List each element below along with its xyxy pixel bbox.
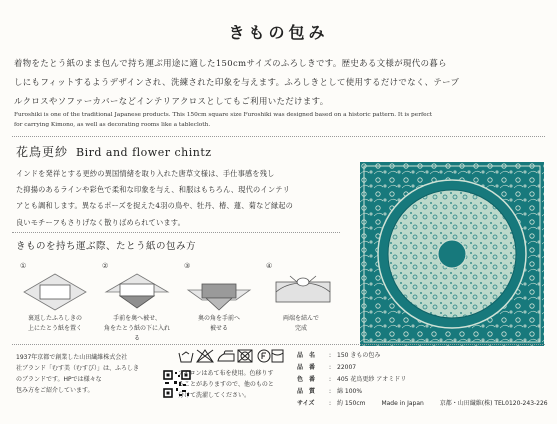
step-caption-line: 奥の角を手前へ (197, 315, 240, 322)
no-bleach-icon (197, 350, 213, 362)
wrap-step-4 (266, 262, 346, 340)
spec-key: 品 番 (297, 364, 316, 371)
care-instructions (178, 368, 290, 401)
furoshiki-pattern-image (360, 162, 544, 346)
no-tumble-dry-icon (238, 350, 252, 362)
spec-value: 150 きもの包み (337, 352, 381, 359)
step-3-illustration (184, 270, 254, 314)
step-number: ③ (184, 262, 191, 270)
care-line: 分けて洗濯してください。 (178, 392, 251, 399)
spec-value: 約 150cm (337, 400, 366, 407)
pattern-description (16, 166, 338, 231)
spec-row: 品 質 : 綿 100% (297, 386, 552, 398)
spec-row: 品 番 : 22007 (297, 362, 552, 374)
iron-icon (218, 351, 234, 361)
step-caption (266, 314, 336, 334)
page-title: きもの包み (228, 23, 329, 42)
step-2-illustration (102, 270, 172, 314)
spec-value: 22007 (337, 364, 357, 371)
dry-clean-icon (258, 350, 270, 362)
pattern-desc-line: た抑揚のあるラインや彩色で柔和な印象を与え、和服はもちろん、現代のインテリ (16, 185, 290, 195)
brand-line: 1937年京都で創業した山田繊維株式会社 (16, 354, 128, 361)
wrap-step-3 (184, 262, 264, 340)
spec-value: 405 花鳥更紗 アオミドリ (337, 376, 407, 383)
step-caption-line: 角をたとう紙の下に入れる (103, 325, 170, 342)
intro-jp-line: 着物をたとう紙のまま包んで持ち運ぶ用途に適した150cmサイズのふろしきです。歴史ある文様が現代の暮ら (14, 58, 447, 68)
brand-line: 社ブランド「むす美（むすび）」は、ふろしき (16, 365, 140, 372)
brand-line: 包み方をご紹介しています。 (16, 387, 94, 394)
pattern-desc-line: アとも調和します。異なるポーズを捉えた4羽の鳥や、牡丹、椿、蓮、菊など縁起の (16, 201, 294, 211)
step-4-illustration (266, 270, 340, 314)
step-caption-line: 被せる (209, 325, 228, 332)
step-caption-line: 完成 (294, 325, 307, 332)
intro-en-line: for carrying Kimono, as well as decorating rooms like a tablecloth. (14, 122, 211, 128)
spec-key: 色 番 (297, 376, 316, 383)
step-caption-line: 両端を結んで (282, 315, 319, 322)
step-caption-line: 手前を奥へ被せ、 (113, 315, 161, 322)
wrap-heading: きものを持ち運ぶ際、たとう紙の包み方 (16, 241, 197, 252)
wrap-step-1 (20, 262, 100, 340)
intro-english (14, 110, 544, 130)
spec-row: 色 番 : 405 花鳥更紗 アオミドリ (297, 374, 552, 386)
product-specs (297, 350, 552, 410)
care-line: アイロンはあて布を使用。色移りす (178, 370, 274, 377)
maker-label: 京都・山田繊維(株) TEL0120-243-226 (439, 400, 548, 407)
step-number: ④ (266, 262, 273, 270)
made-in-label: Made in Japan (381, 400, 424, 407)
wrap-step-2 (102, 262, 182, 340)
step-caption-line: 裏返したふろしきの (27, 315, 82, 322)
spec-key: サイズ (297, 400, 315, 407)
brand-line: のブランドです。HPでは様々な (16, 376, 102, 383)
step-1-illustration (20, 270, 90, 314)
intro-en-line: Furoshiki is one of the traditional Japanese products. This 150cm square size Furoshiki was designed based on a historic pattern. It is perfect (14, 112, 433, 118)
intro-jp-line: しにもフィットするようデザインされ、洗練された印象を与えます。ふろしきとして使用するだけでなく、テーブ (14, 77, 460, 87)
wrap-steps (20, 262, 340, 342)
spec-row: サイズ : 約 150cm Made in Japan 京都・山田繊維(株) TEL0120-243-226 (297, 398, 552, 410)
step-caption (20, 314, 90, 334)
step-number: ① (20, 262, 27, 270)
step-caption (102, 314, 172, 344)
divider (12, 136, 545, 137)
step-number: ② (102, 262, 109, 270)
pattern-name-jp: 花鳥更紗 (16, 145, 69, 159)
pattern-heading (16, 143, 212, 160)
spec-value: 綿 100% (337, 388, 363, 395)
intro-japanese (14, 54, 544, 111)
hand-wash-icon (179, 352, 193, 362)
step-caption (184, 314, 254, 334)
care-line: ることがありますので、他のものと (178, 381, 274, 388)
divider (12, 232, 340, 233)
care-icons (178, 348, 284, 364)
intro-jp-line: ルクロスやソファーカバーなどインテリアクロスとしてもご利用いただけます。 (14, 96, 329, 106)
pattern-desc-line: 良いモチーフもさりげなく散りばめられています。 (16, 217, 185, 227)
line-dry-icon (272, 350, 283, 362)
spec-key: 品 質 (297, 388, 316, 395)
spec-key: 品 名 (297, 352, 316, 359)
pattern-name-en: Bird and flower chintz (76, 146, 212, 159)
spec-row: 品 名 : 150 きもの包み (297, 350, 552, 362)
step-caption-line: 上にたとう紙を置く (27, 325, 82, 332)
pattern-desc-line: インドを発祥とする更紗の異国情緒を取り入れた唐草文様は、手仕事感を残し (16, 169, 275, 178)
divider (12, 344, 545, 345)
